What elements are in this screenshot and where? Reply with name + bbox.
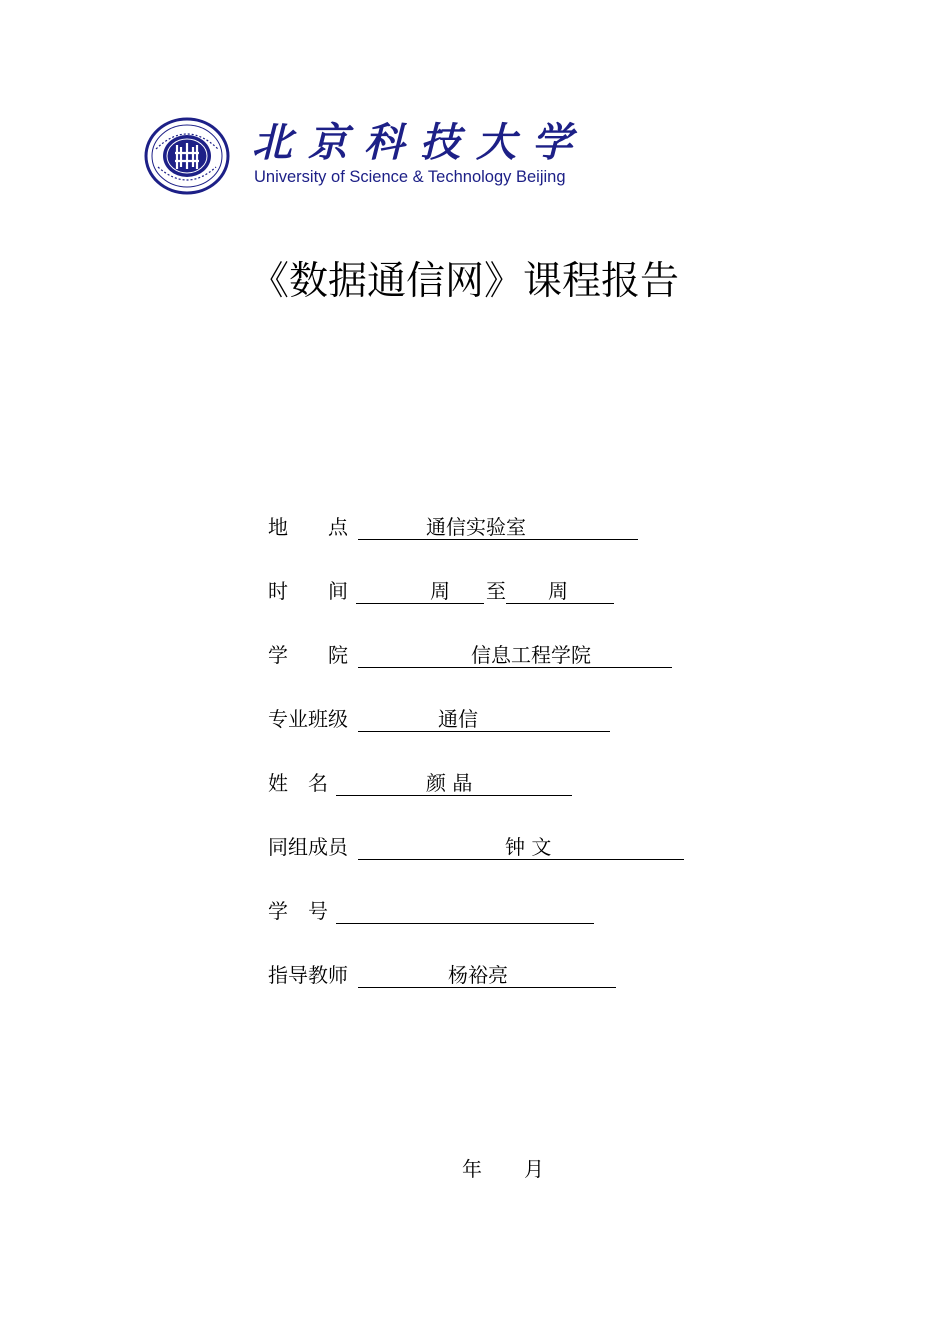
- name-label: 姓 名: [268, 771, 328, 795]
- university-name-en: University of Science & Technology Beijing: [254, 168, 566, 186]
- college-label: 学 院: [268, 643, 348, 667]
- time-week-start: 周: [430, 579, 450, 603]
- name-value: 颜 晶: [426, 771, 473, 795]
- major-class-value: 通信: [438, 707, 478, 731]
- advisor-label: 指导教师: [268, 963, 348, 987]
- major-class-underline: [358, 703, 610, 732]
- report-title: 《数据通信网》课程报告: [250, 259, 680, 304]
- student-id-label: 学 号: [268, 899, 328, 923]
- date-year: 年: [462, 1157, 482, 1181]
- form-row-college: [268, 640, 688, 670]
- college-value: 信息工程学院: [471, 643, 591, 667]
- university-seal-icon: [144, 117, 230, 195]
- time-label: 时 间: [268, 579, 348, 603]
- time-start-underline: [356, 575, 484, 604]
- team-members-value: 钟 文: [505, 835, 552, 859]
- time-separator: 至: [486, 579, 506, 603]
- advisor-value: 杨裕亮: [448, 963, 508, 987]
- form-row-time: [268, 576, 628, 606]
- form-row-major-class: [268, 704, 628, 734]
- time-week-end: 周: [548, 579, 568, 603]
- location-label: 地 点: [268, 515, 348, 539]
- form-row-team-members: [268, 832, 698, 862]
- university-name-cn: 北京科技大学: [252, 119, 588, 166]
- student-id-underline: [336, 895, 594, 924]
- major-class-label: 专业班级: [268, 707, 348, 731]
- location-value: 通信实验室: [426, 515, 526, 539]
- form-row-name: [268, 768, 588, 798]
- form-row-student-id: [268, 896, 608, 926]
- date-month: 月: [524, 1157, 544, 1181]
- form-row-advisor: [268, 960, 628, 990]
- team-members-label: 同组成员: [268, 835, 348, 859]
- form-row-location: [268, 512, 648, 542]
